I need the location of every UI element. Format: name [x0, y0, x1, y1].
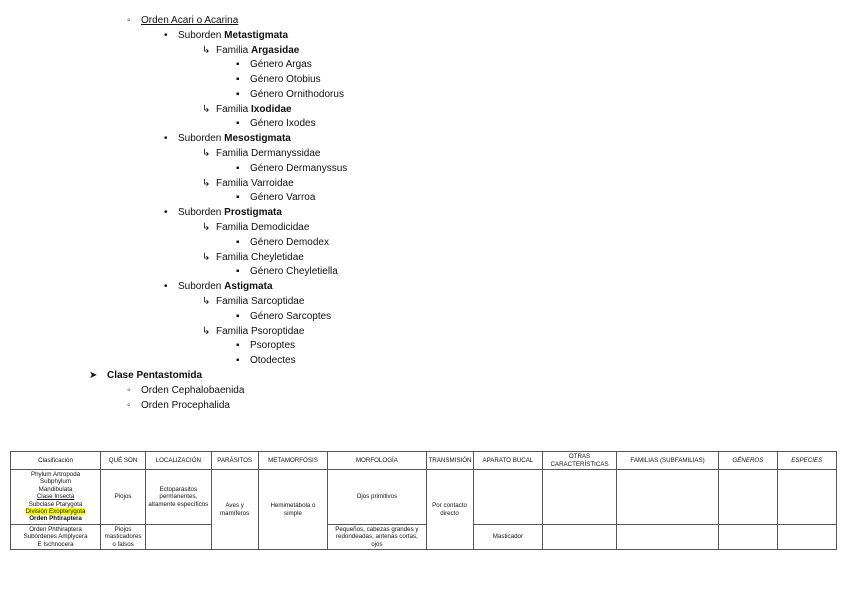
clase-pentastomida: ➤ Clase Pentastomida [89, 370, 203, 381]
header-especies: ESPECIES [777, 452, 836, 470]
cell-otras [543, 470, 617, 525]
genero-demodex: ▪ Género Demodex [236, 237, 329, 248]
suborden-mesostigmata: • Suborden Mesostigmata [164, 133, 291, 144]
cell-aparato-bucal: Masticador [473, 524, 543, 549]
genero-sarcoptes: ▪ Género Sarcoptes [236, 311, 332, 322]
cell-generos [719, 470, 777, 525]
cell-otras [543, 524, 617, 549]
disc-bullet-icon: • [164, 133, 168, 144]
arrow-bullet-icon: ↳ [202, 222, 211, 233]
cell-especies [777, 470, 836, 525]
disc-bullet-icon: • [164, 30, 168, 41]
cell-que-son: Piojos [101, 470, 146, 525]
item-psoroptes: ▪ Psoroptes [236, 340, 296, 351]
square-bullet-icon: ▪ [236, 311, 240, 322]
cell-familias [616, 470, 718, 525]
genero-ornithodorus: ▪ Género Ornithodorus [236, 89, 344, 100]
header-transmision: TRANSMISIÓN [426, 452, 473, 470]
familia-cheyletidae: ↳ Familia Cheyletidae [202, 252, 304, 263]
cell-clasificacion: Orden Phthiraptera Subórdenes Amplycera E Ischnocera [11, 524, 101, 549]
classification-table [10, 451, 837, 550]
header-clasificacion: Clasificación [11, 452, 101, 470]
suborden-metastigmata: • Suborden Metastigmata [164, 30, 289, 41]
cell-especies [777, 524, 836, 549]
arrow-bullet-icon: ↳ [202, 104, 211, 115]
cell-localizacion [146, 524, 212, 549]
arrow-bullet-icon: ↳ [202, 45, 211, 56]
header-metamorfosis: METAMORFOSIS [258, 452, 328, 470]
square-bullet-icon: ▪ [236, 118, 240, 129]
genero-otobius: ▪ Género Otobius [236, 74, 321, 85]
cell-familias [616, 524, 718, 549]
familia-ixodidae: ↳ Familia Ixodidae [202, 104, 292, 115]
square-bullet-icon: ▪ [236, 266, 240, 277]
genero-cheyletiella: ▪ Género Cheyletiella [236, 266, 338, 277]
square-bullet-icon: ▪ [236, 237, 240, 248]
genero-ixodes: ▪ Género Ixodes [236, 118, 316, 129]
circle-bullet-icon: ◦ [127, 385, 131, 396]
cell-morfologia: Ojos primitivos [328, 470, 426, 525]
disc-bullet-icon: • [164, 281, 168, 292]
arrow-bullet-icon: ↳ [202, 252, 211, 263]
square-bullet-icon: ▪ [236, 192, 240, 203]
header-familias: FAMILIAS (SUBFAMILIAS) [616, 452, 718, 470]
cell-aparato-bucal [473, 470, 543, 525]
highlighted-text: División Exopterygota [25, 508, 86, 516]
familia-demodicidae: ↳ Familia Demodicidae [202, 222, 310, 233]
arrow-bullet-icon: ↳ [202, 296, 211, 307]
orden-cephalobaenida: ◦ Orden Cephalobaenida [127, 385, 245, 396]
disc-bullet-icon: • [164, 207, 168, 218]
arrow-bullet-icon: ↳ [202, 148, 211, 159]
circle-bullet-icon: ◦ [127, 400, 131, 411]
header-generos: GÉNEROS [719, 452, 777, 470]
familia-argasidae: ↳ Familia Argasidae [202, 45, 300, 56]
suborden-astigmata: • Suborden Astigmata [164, 281, 273, 292]
genero-dermanyssus: ▪ Género Dermanyssus [236, 163, 348, 174]
square-bullet-icon: ▪ [236, 355, 240, 366]
arrow-bullet-icon: ↳ [202, 178, 211, 189]
header-que-son: QUÉ SON [101, 452, 146, 470]
square-bullet-icon: ▪ [236, 340, 240, 351]
familia-dermanyssidae: ↳ Familia Dermanyssidae [202, 148, 321, 159]
orden-procephalida: ◦ Orden Procephalida [127, 400, 230, 411]
arrow-bullet-icon: ↳ [202, 326, 211, 337]
square-bullet-icon: ▪ [236, 74, 240, 85]
table-row [11, 470, 837, 525]
suborden-prostigmata: • Suborden Prostigmata [164, 207, 282, 218]
circle-bullet-icon: ◦ [127, 15, 131, 26]
header-aparato-bucal: APARATO BUCAL [473, 452, 543, 470]
genero-argas: ▪ Género Argas [236, 59, 312, 70]
table-row [11, 524, 837, 549]
cell-localizacion: Ectoparásitos permanentes, altamente específicos [146, 470, 212, 525]
orden-label[interactable]: Orden Acari o Acarina [141, 15, 239, 26]
cell-metamorfosis: Hemimetábola o simple [258, 470, 328, 550]
genero-varroa: ▪ Género Varroa [236, 192, 316, 203]
familia-sarcoptidae: ↳ Familia Sarcoptidae [202, 296, 305, 307]
cell-que-son: Piojos masticadores o falsos [101, 524, 146, 549]
cell-transmision: Por contacto directo [426, 470, 473, 550]
item-otodectes: ▪ Otodectes [236, 355, 296, 366]
square-bullet-icon: ▪ [236, 163, 240, 174]
header-parasitos: PARÁSITOS [211, 452, 258, 470]
square-bullet-icon: ▪ [236, 89, 240, 100]
arrowhead-bullet-icon: ➤ [89, 370, 98, 381]
outline-orden-acari [127, 15, 238, 27]
cell-clasificacion: Phylum Artropoda Subphylum Mandibulata Clase Insecta Subclase Ptarygota División Exopterygota Orden Phtiraptera [11, 470, 101, 525]
familia-psoroptidae: ↳ Familia Psoroptidae [202, 326, 305, 337]
familia-varroidae: ↳ Familia Varroidae [202, 178, 294, 189]
cell-generos [719, 524, 777, 549]
table-header-row [11, 452, 837, 470]
header-localizacion: LOCALIZACIÓN [146, 452, 212, 470]
square-bullet-icon: ▪ [236, 59, 240, 70]
cell-parasitos: Aves y mamíferos [211, 470, 258, 550]
cell-morfologia: Pequeños, cabezas grandes y redondeadas, antenas cortas, ojos [328, 524, 426, 549]
header-otras: OTRAS CARACTERÍSTICAS [543, 452, 617, 470]
header-morfologia: MORFOLOGÍA [328, 452, 426, 470]
